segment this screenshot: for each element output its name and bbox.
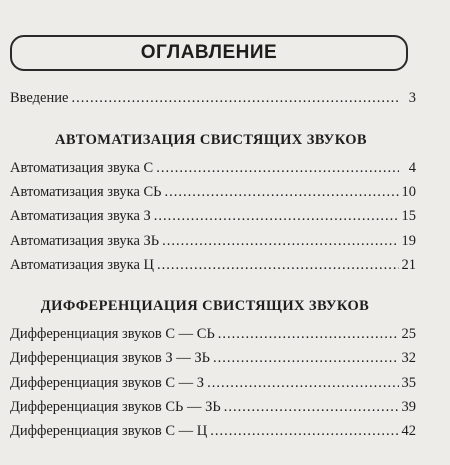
- dot-leader: [71, 90, 399, 107]
- dot-leader: [162, 233, 398, 250]
- toc-entry-page: 3: [408, 90, 416, 106]
- section-heading: АВТОМАТИЗАЦИЯ СВИСТЯЩИХ ЗВУКОВ: [55, 132, 367, 148]
- toc-entry-page: 21: [401, 257, 416, 273]
- toc-entry[interactable]: [10, 233, 416, 253]
- dot-leader: [224, 399, 399, 416]
- dot-leader: [213, 350, 399, 367]
- toc-entry-label: Дифференциация звуков З — ЗЬ: [10, 350, 210, 366]
- section-heading: ДИФФЕРЕНЦИАЦИЯ СВИСТЯЩИХ ЗВУКОВ: [40, 298, 370, 314]
- toc-entry-page: 19: [401, 233, 416, 249]
- dot-leader: [154, 208, 399, 225]
- toc-entry-page: 4: [408, 160, 416, 176]
- toc-entry-page: 10: [401, 184, 416, 200]
- toc-entry-page: 32: [401, 350, 416, 366]
- toc-entry-page: 35: [401, 375, 416, 391]
- toc-entry[interactable]: [10, 399, 416, 419]
- toc-entry-label: Автоматизация звука ЗЬ: [10, 233, 160, 249]
- toc-entry-label: Автоматизация звука Ц: [10, 257, 154, 273]
- dot-leader: [218, 326, 399, 343]
- toc-entry[interactable]: [10, 423, 416, 443]
- toc-entry-label: Введение: [10, 90, 69, 106]
- toc-entry-intro[interactable]: [10, 90, 416, 110]
- toc-entry-label: Дифференциация звуков С — З: [10, 375, 205, 391]
- toc-entry-page: 39: [401, 399, 416, 415]
- toc-entry-label: Дифференциация звуков СЬ — ЗЬ: [10, 399, 221, 415]
- toc-entry-page: 15: [401, 208, 416, 224]
- toc-entry-label: Дифференциация звуков С — Ц: [10, 423, 208, 439]
- toc-entry[interactable]: [10, 375, 416, 395]
- dot-leader: [157, 257, 399, 274]
- toc-entry-label: Автоматизация звука С: [10, 160, 154, 176]
- toc-title-box: [10, 35, 408, 71]
- toc-entry[interactable]: [10, 257, 416, 277]
- toc-entry[interactable]: [10, 184, 416, 204]
- toc-entry-page: 42: [401, 423, 416, 439]
- toc-title: ОГЛАВЛЕНИЕ: [140, 42, 278, 63]
- toc-entry-label: Автоматизация звука З: [10, 208, 151, 224]
- dot-leader: [207, 375, 398, 392]
- dot-leader: [156, 160, 399, 177]
- dot-leader: [210, 423, 398, 440]
- toc-entry-label: Дифференциация звуков С — СЬ: [10, 326, 215, 342]
- toc-entry[interactable]: [10, 326, 416, 346]
- toc-entry[interactable]: [10, 350, 416, 370]
- dot-leader: [165, 184, 399, 201]
- toc-entry[interactable]: [10, 160, 416, 180]
- toc-entry-page: 25: [401, 326, 416, 342]
- toc-entry[interactable]: [10, 208, 416, 228]
- toc-entry-label: Автоматизация звука СЬ: [10, 184, 162, 200]
